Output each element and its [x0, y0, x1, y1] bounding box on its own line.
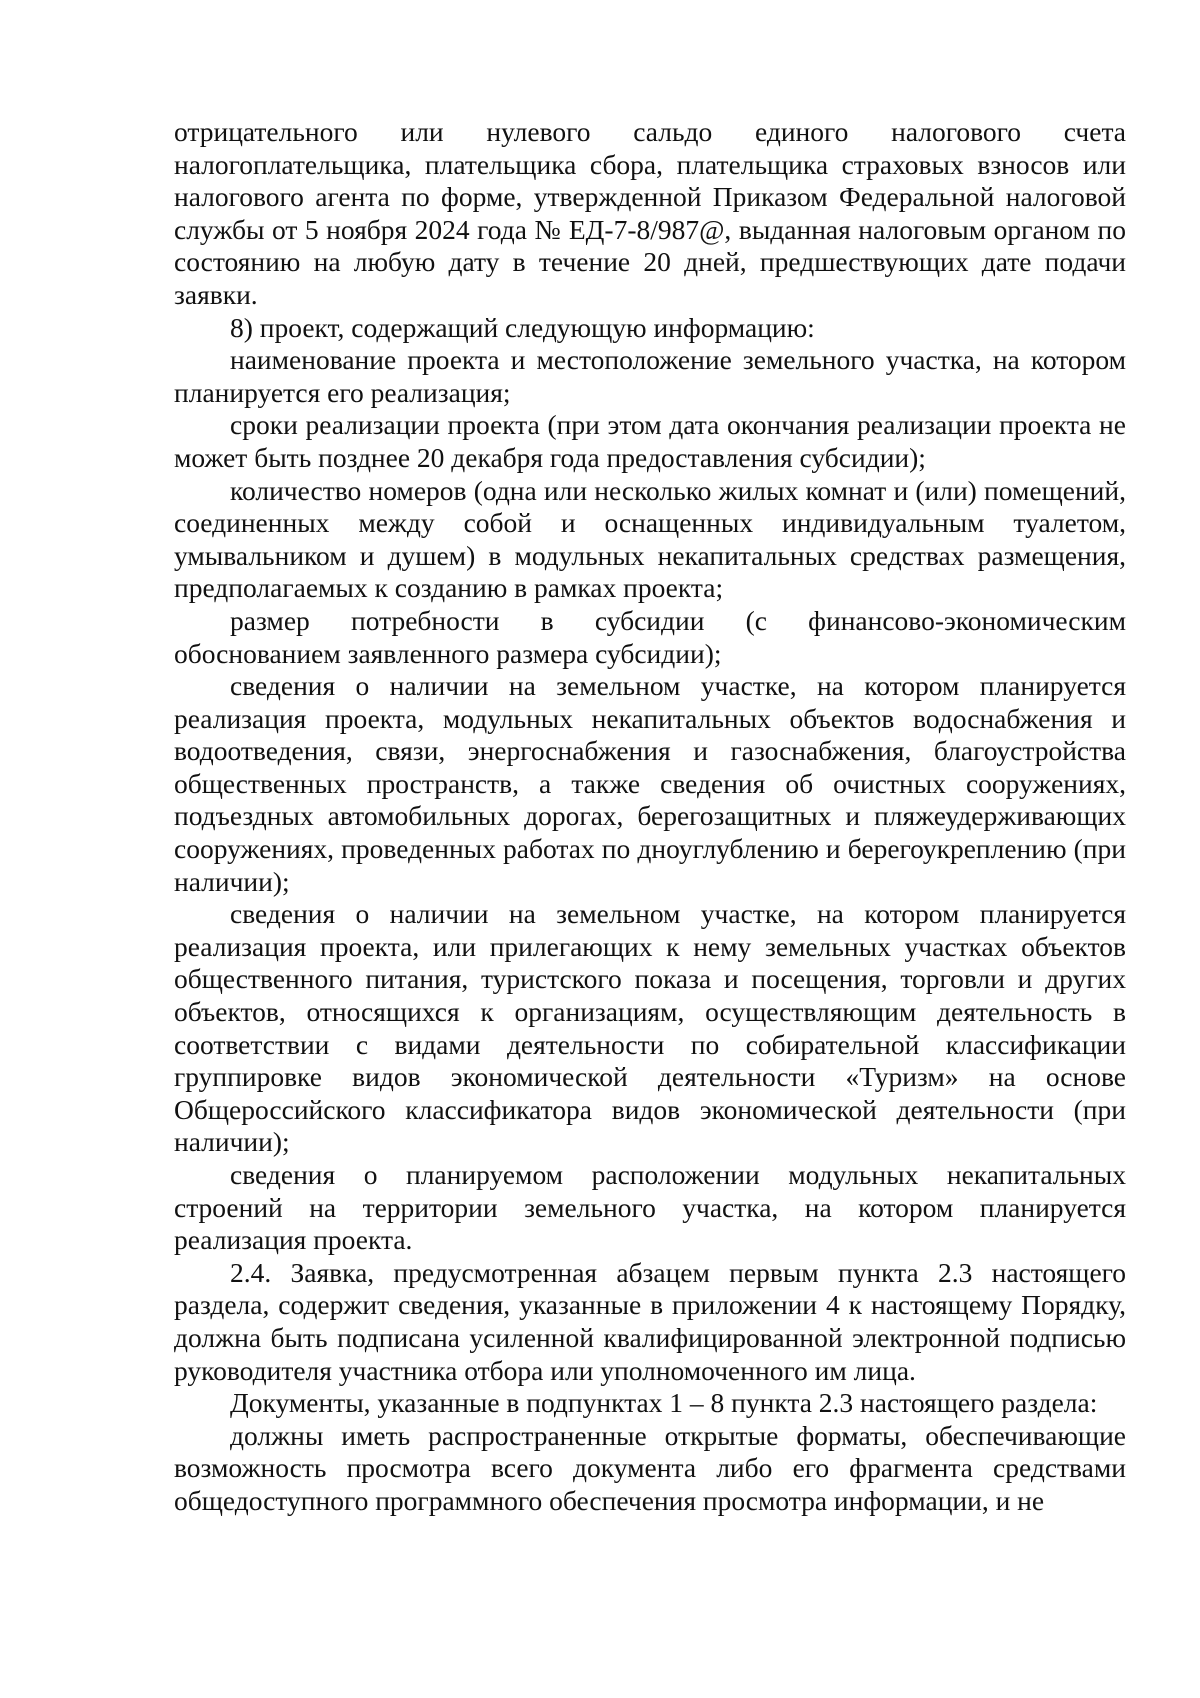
paragraph-4: сроки реализации проекта (при этом дата окончания реализации проекта не может быть позднее 20 декабря года предоставления субсидии); — [174, 409, 1126, 473]
document-page — [174, 116, 1126, 1518]
paragraph-7: сведения о наличии на земельном участке, на котором планируется реализация проекта, модульных некапитальных объектов водоснабжения и водоотведения, связи, энергоснабжения и газоснабжения, благоустройства общественных пространств, а также сведения об очистных сооружениях, подъездных автомобильных дорогах, берегозащитных и пляжеудерживающих сооружениях, проведенных работах по дноуглублению и берегоукреплению (при наличии); — [174, 670, 1126, 897]
paragraph-2: 8) проект, содержащий следующую информацию: — [230, 311, 815, 343]
paragraph-1: отрицательного или нулевого сальдо единого налогового счета налогоплательщика, плательщика сбора, плательщика страховых взносов или налогового агента по форме, утвержденной Приказом Федеральной налоговой службы от 5 ноября 2024 года № ЕД-7-8/987@, выданная налоговым органом по состоянию на любую дату в течение 20 дней, предшествующих дате подачи заявки. — [174, 116, 1126, 310]
paragraph-8: сведения о наличии на земельном участке, на котором планируется реализация проекта, или прилегающих к нему земельных участках объектов общественного питания, туристского показа и посещения, торговли и других объектов, относящихся к организациям, осуществляющим деятельность в соответствии с видами деятельности по собирательной классификации группировке видов экономической деятельности «Туризм» на основе Общероссийского классификатора видов экономической деятельности (при наличии); — [174, 898, 1126, 1158]
paragraph-3: наименование проекта и местоположение земельного участка, на котором планируется его реализация; — [174, 344, 1126, 408]
paragraph-9: сведения о планируемом расположении модульных некапитальных строений на территории земельного участка, на котором планируется реализация проекта. — [174, 1159, 1126, 1256]
paragraph-10: 2.4. Заявка, предусмотренная абзацем первым пункта 2.3 настоящего раздела, содержит сведения, указанные в приложении 4 к настоящему Порядку, должна быть подписана усиленной квалифицированной электронной подписью руководителя участника отбора или уполномоченного им лица. — [174, 1256, 1126, 1386]
paragraph-5: количество номеров (одна или несколько жилых комнат и (или) помещений, соединенных между собой и оснащенных индивидуальным туалетом, умывальником и душем) в модульных некапитальных средствах размещения, предполагаемых к созданию в рамках проекта; — [174, 474, 1126, 604]
paragraph-12: должны иметь распространенные открытые форматы, обеспечивающие возможность просмотра всего документа либо его фрагмента средствами общедоступного программного обеспечения просмотра информации, и не — [174, 1419, 1126, 1516]
paragraph-11: Документы, указанные в подпунктах 1 – 8 пункта 2.3 настоящего раздела: — [230, 1387, 1098, 1419]
paragraph-6: размер потребности в субсидии (с финансово-экономическим обоснованием заявленного размера субсидии); — [174, 604, 1126, 669]
